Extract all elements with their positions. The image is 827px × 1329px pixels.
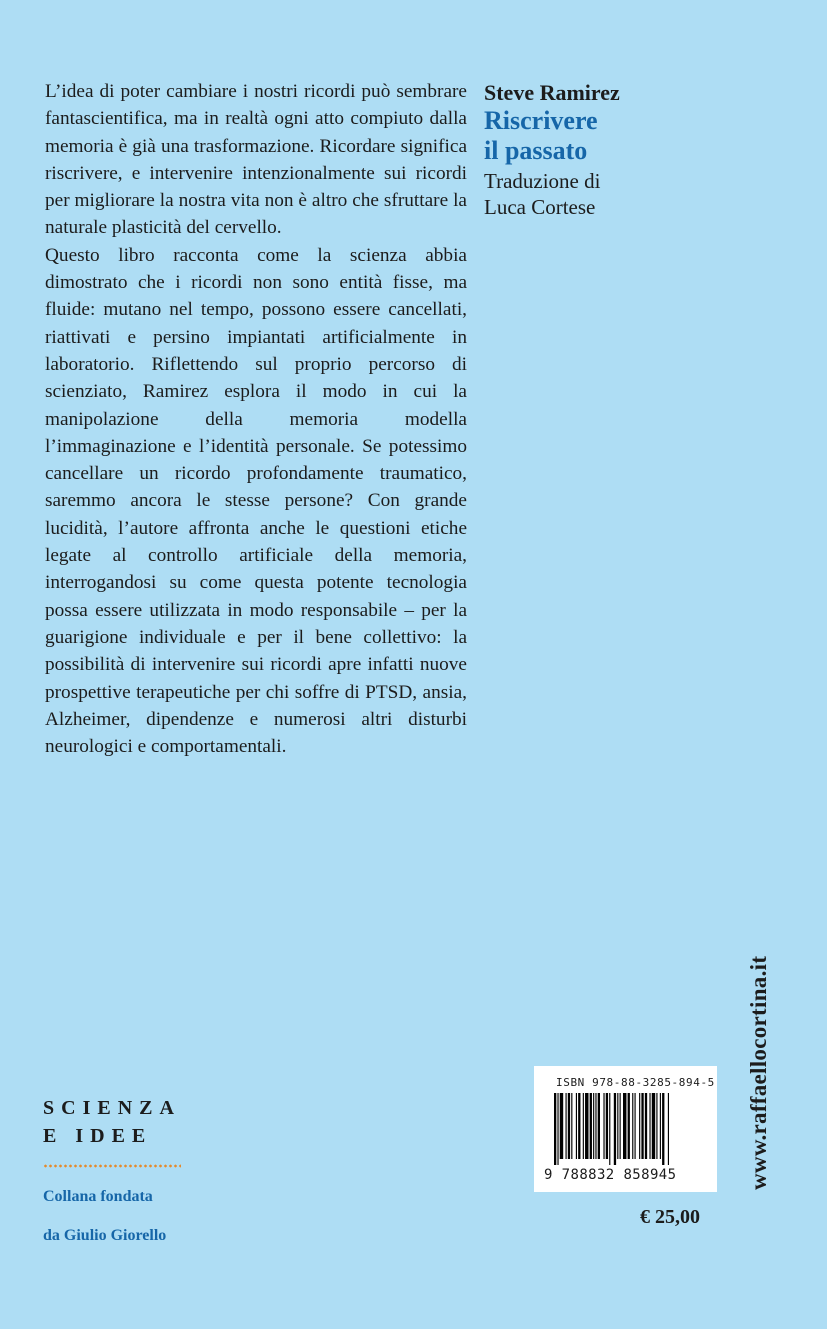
isbn-number: ISBN 978-88-3285-894-5 <box>556 1076 715 1089</box>
barcode-bar <box>639 1093 640 1159</box>
barcode-bar <box>568 1093 570 1159</box>
barcode-bar <box>609 1093 610 1165</box>
series-name-line-1: SCIENZA <box>43 1097 181 1119</box>
translation-credit-line-2: Luca Cortese <box>484 195 596 219</box>
barcode-bar <box>583 1093 584 1159</box>
barcode-bar <box>557 1093 558 1165</box>
back-cover-blurb <box>45 78 467 760</box>
book-info <box>484 80 784 220</box>
barcode-bar <box>632 1093 633 1159</box>
barcode-bar <box>606 1093 608 1159</box>
barcode-bar <box>566 1093 567 1159</box>
translation-credit-line-1: Traduzione di <box>484 169 601 193</box>
barcode-bar <box>660 1093 661 1159</box>
barcode-bar <box>578 1093 580 1159</box>
barcode-bar <box>595 1093 596 1159</box>
barcode-bar <box>628 1093 630 1159</box>
author-name: Steve Ramirez <box>484 80 620 105</box>
barcode-bar <box>576 1093 577 1159</box>
barcode-bar <box>593 1093 594 1159</box>
ean-digits: 9 788832 858945 <box>544 1167 677 1183</box>
barcode-box <box>534 1066 717 1192</box>
blurb-paragraph-1: L’idea di poter cambiare i nostri ricordi può sembrare fantascientifica, ma in realtà ogni atto compiuto dalla memoria è già una trasformazione. Ricordare significa riscrivere, e intervenire intenzionalmente sui ricordi per migliorare la nostra vita non è altro che sfruttare la naturale plasticità del cervello. <box>45 81 467 239</box>
blurb-paragraph-2: Questo libro racconta come la scienza abbia dimostrato che i ricordi non sono entità fisse, ma fluide: mutano nel tempo, possono essere cancellati, riattivati e persino impiantati artificialmente in laboratorio. Riflettendo sul proprio percorso di scienziato, Ramirez esplora il modo in cui la manipolazione della memoria modella l’immaginazione e l’identità personale. Se potessimo cancellare un ricordo profondamente traumatico, saremmo ancora le stesse persone? Con grande lucidità, l’autore affronta anche le questioni etiche legate al controllo artificiale della memoria, interrogandosi su come questa potente tecnologia possa essere utilizzata in modo responsabile – per la guarigione individuale e per il bene collettivo: la possibilità di intervenire sui ricordi apre infatti nuove prospettive terapeutiche per chi soffre di PTSD, ansia, Alzheimer, dipendenze e numerosi altri disturbi neurologici e comportamentali. <box>45 244 467 758</box>
barcode-bar <box>590 1093 592 1159</box>
barcode-bar <box>603 1093 604 1159</box>
series-founder-line-1: Collana fondata <box>43 1188 153 1205</box>
barcode-bar <box>623 1093 626 1159</box>
book-title-line-2: il passato <box>484 136 588 165</box>
barcode-bar <box>560 1093 563 1159</box>
series-founder-line-2: da Giulio Giorello <box>43 1227 167 1244</box>
price: € 25,00 <box>640 1206 700 1228</box>
barcode-bar <box>641 1093 643 1159</box>
publisher-website: www.raffaellocortina.it <box>746 955 771 1190</box>
barcode-bar <box>645 1093 647 1159</box>
barcode-bar <box>649 1093 650 1159</box>
barcode-bar <box>656 1093 657 1159</box>
barcode-bar <box>554 1093 556 1165</box>
book-title-line-1: Riscrivere <box>484 106 598 135</box>
barcode-bar <box>620 1093 621 1159</box>
barcode-bar <box>571 1093 572 1159</box>
barcode-bar <box>585 1093 588 1159</box>
barcode-bar <box>598 1093 600 1159</box>
barcode-bar <box>614 1093 616 1165</box>
dotted-divider <box>43 1164 181 1168</box>
barcode-bar <box>668 1093 669 1165</box>
barcode-bar <box>635 1093 636 1159</box>
series-name-line-2: E IDEE <box>43 1125 153 1147</box>
barcode-bar <box>617 1093 618 1159</box>
barcode-image <box>554 1093 704 1165</box>
barcode-bar <box>662 1093 664 1165</box>
series-block <box>43 1094 193 1246</box>
barcode-bar <box>652 1093 655 1159</box>
